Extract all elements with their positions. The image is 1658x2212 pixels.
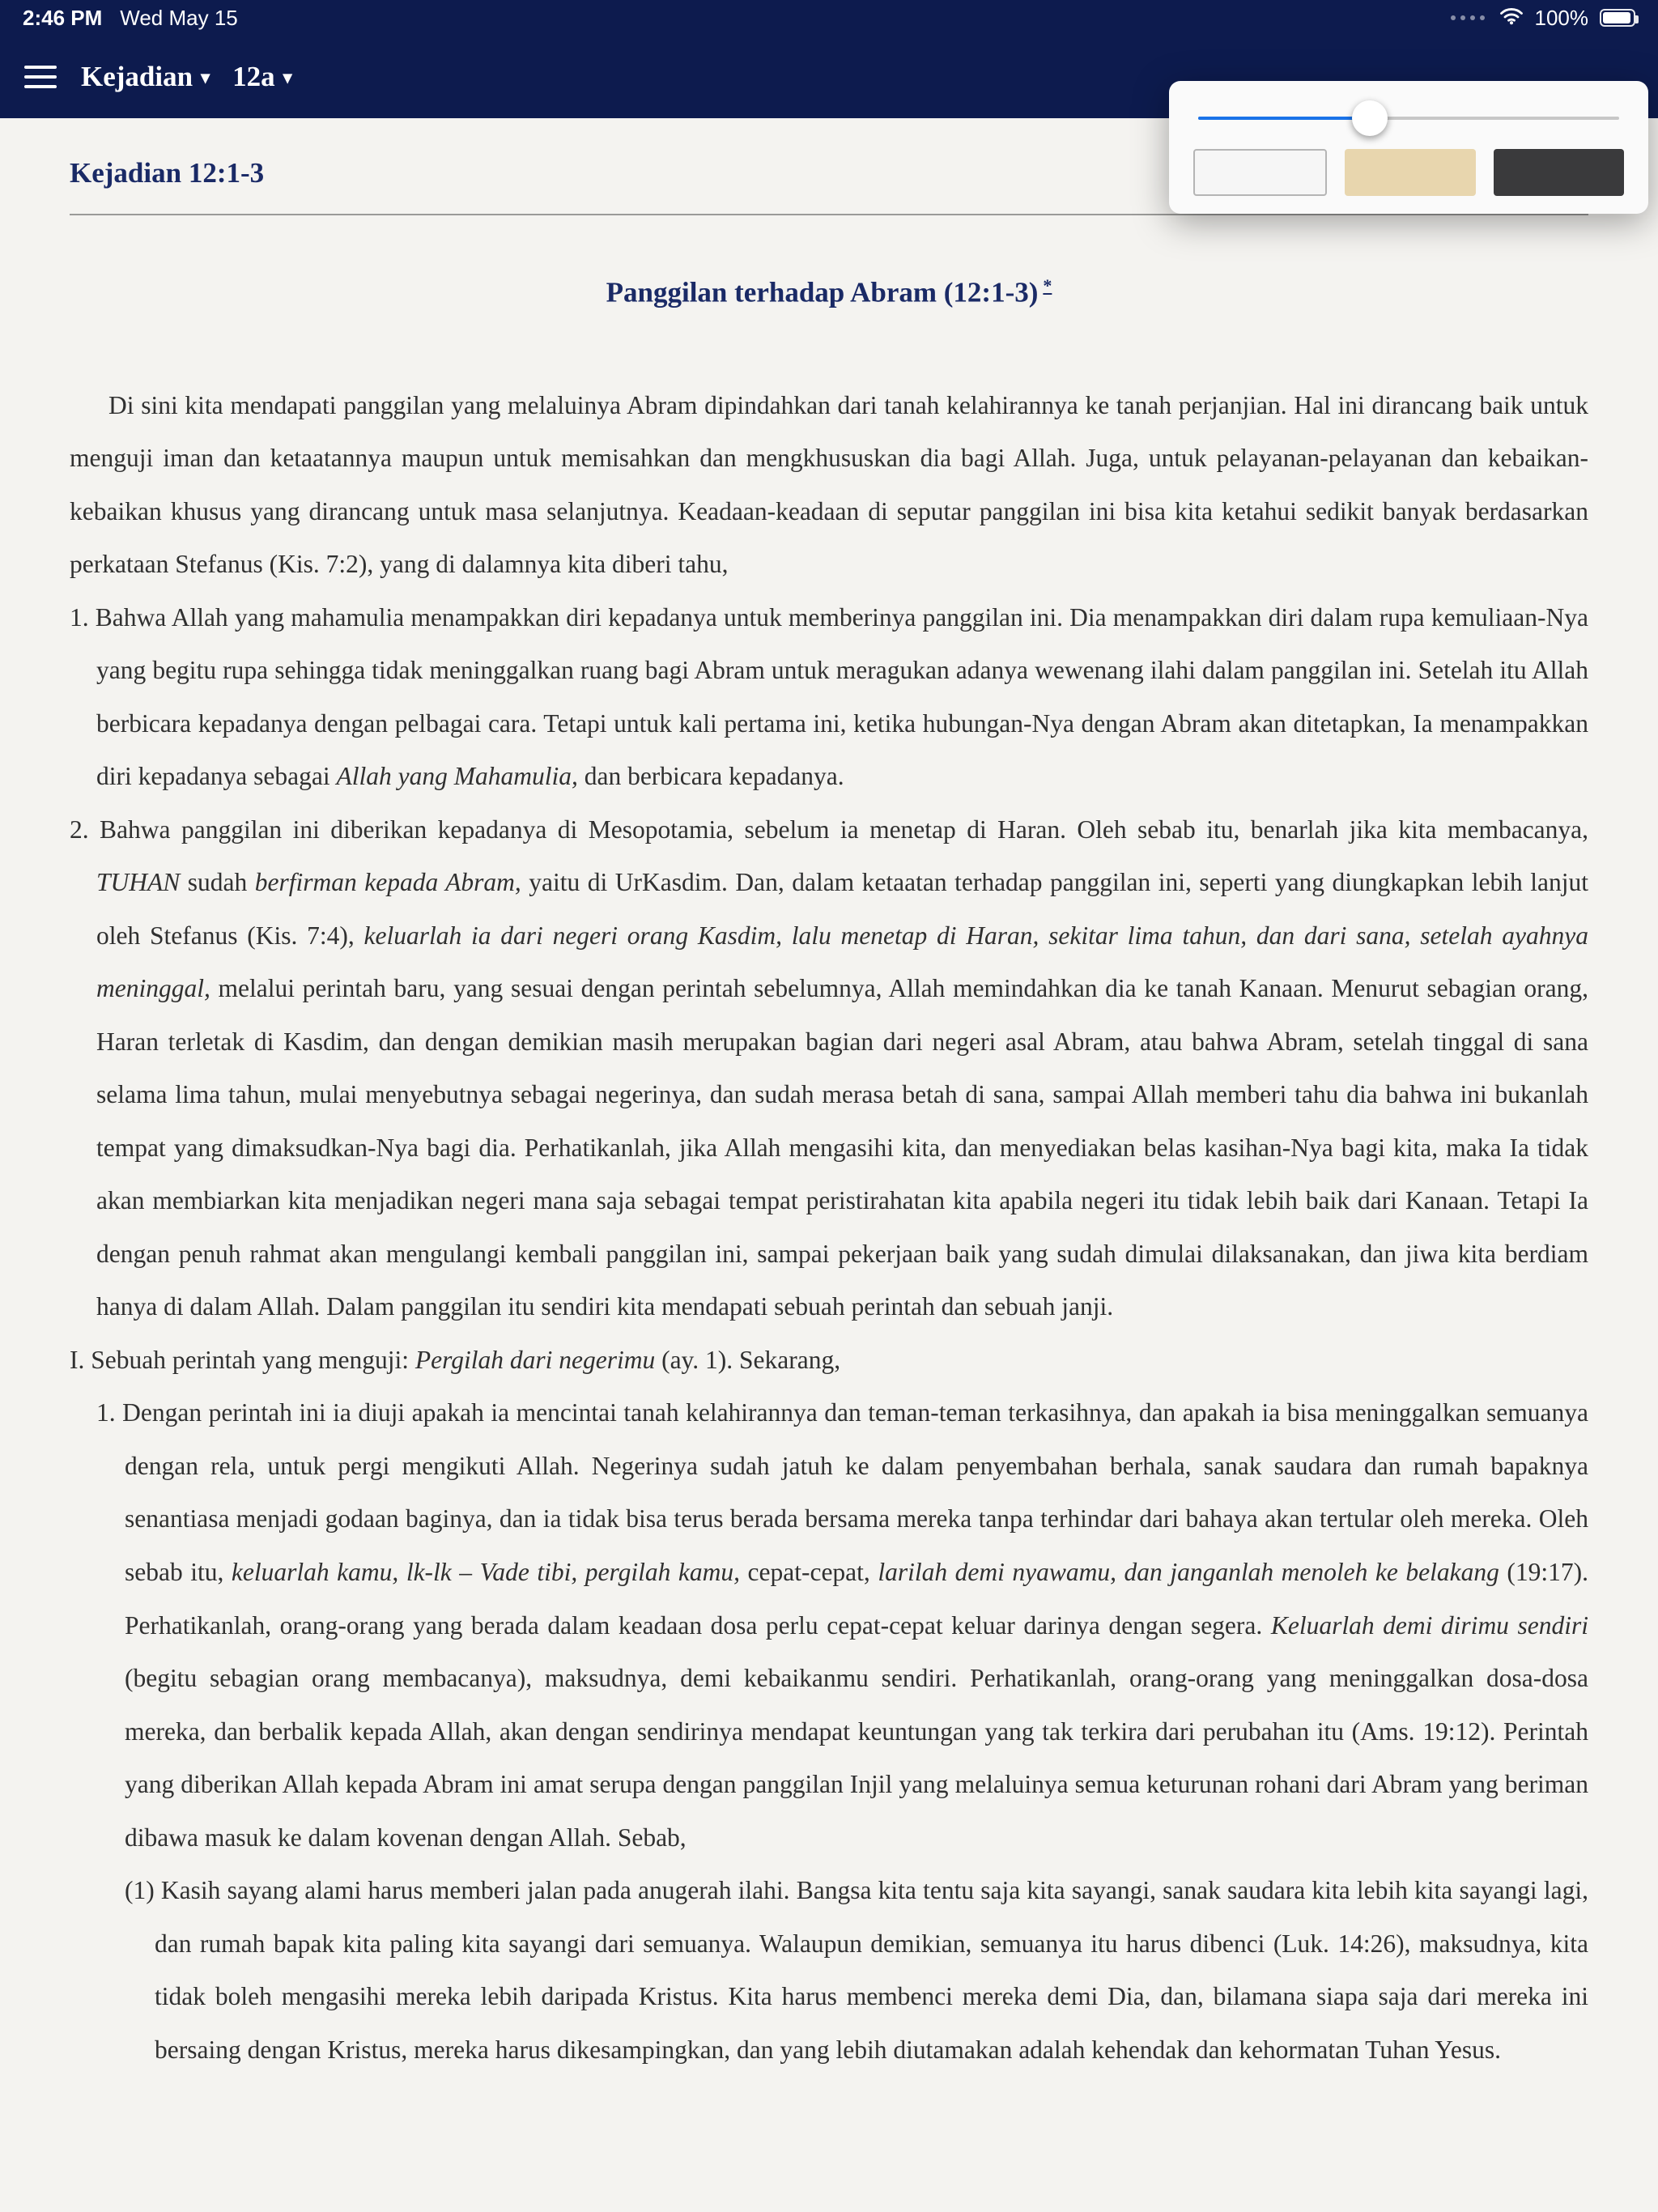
chevron-down-icon: ▾ <box>283 67 292 87</box>
slider-fill <box>1198 117 1375 120</box>
paragraph: 1. Dengan perintah ini ia diuji apakah ia mencintai tanah kelahirannya dan teman-teman terkasihnya, dan apakah ia bisa meninggalkan semuanya dengan rela, untuk pergi mengikuti Allah. Negerinya sudah jatuh ke dalam penyembahan berhala, sanak saudara dan rumah bapaknya senantiasa menjadi godaan baginya, dan ia tidak bisa terus berada bersama mereka tanpa terhindar dari bahaya akan tertular oleh mereka. Oleh sebab itu, keluarlah kamu, lk-lk – Vade tibi, pergilah kamu, cepat-cepat, larilah demi nyawamu, dan janganlah menoleh ke belakang (19:17). Perhatikanlah, orang-orang yang berada dalam keadaan dosa perlu cepat-cepat keluar darinya dengan segera. Keluarlah demi dirimu sendiri (begitu sebagian orang membacanya), maksudnya, demi kebaikanmu sendiri. Perhatikanlah, orang-orang yang meninggalkan dosa-dosa mereka, dan berbalik kepada Allah, akan dengan sendirinya mendapat keuntungan yang tak terkira dari perubahan itu (Ams. 19:12). Perintah yang diberikan Allah kepada Abram ini amat serupa dengan panggilan Injil yang melaluinya semua keturunan rohani dari Abram yang beriman dibawa masuk ke dalam kovenan dengan Allah. Sebab, <box>96 1398 1588 1852</box>
theme-swatches <box>1193 149 1624 196</box>
cellular-signal-icon <box>1451 15 1485 20</box>
article-heading-text: Panggilan terhadap Abram (12:1-3) <box>606 276 1039 308</box>
theme-dark-button[interactable] <box>1494 149 1624 196</box>
theme-sepia-button[interactable] <box>1345 149 1475 196</box>
status-time: 2:46 PM <box>23 5 103 30</box>
article-heading <box>70 275 1588 309</box>
theme-light-button[interactable] <box>1193 149 1327 196</box>
wifi-icon <box>1499 6 1524 31</box>
battery-percent: 100% <box>1534 5 1588 30</box>
display-settings-popover <box>1169 81 1648 214</box>
paragraph: 1. Bahwa Allah yang mahamulia menampakkan diri kepadanya untuk memberinya panggilan ini. Dia menampakkan diri dalam rupa kemuliaan-Nya yang begitu rupa sehingga tidak meninggalkan ruang bagi Abram untuk meragukan adanya wewenang ilahi dalam panggilan ini. Setelah itu Allah berbicara kepadanya dengan pelbagai cara. Tetapi untuk kali pertama ini, ketika hubungan-Nya dengan Abram akan ditetapkan, Ia menampakkan diri kepadanya sebagai Allah yang Mahamulia, dan berbicara kepadanya. <box>70 602 1588 791</box>
font-size-slider[interactable] <box>1193 100 1624 136</box>
slider-thumb[interactable] <box>1352 100 1388 136</box>
passage-title: Kejadian 12:1-3 <box>70 157 265 189</box>
book-selector-label: Kejadian <box>81 61 193 92</box>
content-area <box>0 118 1658 2076</box>
paragraph: (1) Kasih sayang alami harus memberi jalan pada anugerah ilahi. Bangsa kita tentu saja kita sayangi, sanak saudara kita lebih kita sayangi lagi, dan rumah bapak kita paling kita sayangi dari semuanya. Walaupun demikian, semuanya itu harus dibenci (Luk. 14:26), maksudnya, kita tidak boleh mengasihi mereka lebih daripada Kristus. Kita harus membenci mereka demi Dia, dan, bilamana siapa saja dari mereka ini bersaing dengan Kristus, mereka harus dikesampingkan, dan yang lebih diutamakan adalah kehendak dan kehormatan Tuhan Yesus. <box>125 1876 1588 2064</box>
menu-button[interactable] <box>24 59 57 95</box>
paragraph: I. Sebuah perintah yang menguji: Pergilah dari negerimu (ay. 1). Sekarang, <box>70 1345 841 1374</box>
status-bar <box>0 0 1658 36</box>
chapter-selector[interactable] <box>232 61 292 93</box>
nav-title <box>81 61 292 93</box>
footnote-link[interactable]: * <box>1043 275 1052 296</box>
battery-icon <box>1600 9 1635 27</box>
article-body <box>70 379 1588 2077</box>
paragraph: Di sini kita mendapati panggilan yang melaluinya Abram dipindahkan dari tanah kelahirannya ke tanah perjanjian. Hal ini dirancang baik untuk menguji iman dan ketaatannya maupun untuk memisahkan dan mengkhususkan dia bagi Allah. Juga, untuk pelayanan-pelayanan dan kebaikan-kebaikan khusus yang dirancang untuk masa selanjutnya. Keadaan-keadaan di seputar panggilan ini bisa kita ketahui sedikit banyak berdasarkan perkataan Stefanus (Kis. 7:2), yang di dalamnya kita diberi tahu, <box>70 390 1588 579</box>
divider <box>70 214 1588 215</box>
chapter-selector-label: 12a <box>232 61 275 92</box>
paragraph: 2. Bahwa panggilan ini diberikan kepadanya di Mesopotamia, sebelum ia menetap di Haran. Oleh sebab itu, benarlah jika kita membacanya, TUHAN sudah berfirman kepada Abram, yaitu di UrKasdim. Dan, dalam ketaatan terhadap panggilan ini, seperti yang diungkapkan lebih lanjut oleh Stefanus (Kis. 7:4), keluarlah ia dari negeri orang Kasdim, lalu menetap di Haran, sekitar lima tahun, dan dari sana, setelah ayahnya meninggal, melalui perintah baru, yang sesuai dengan perintah sebelumnya, Allah memindahkan dia ke tanah Kanaan. Menurut sebagian orang, Haran terletak di Kasdim, dan dengan demikian masih merupakan bagian dari negeri asal Abram, atau bahwa Abram, setelah tinggal di sana selama lima tahun, mulai menyebutnya sebagai negerinya, dan sudah merasa betah di sana, sampai Allah memberi tahu dia bahwa ini bukanlah tempat yang dimaksudkan-Nya bagi dia. Perhatikanlah, jika Allah mengasihi kita, dan menyediakan belas kasihan-Nya bagi kita, maka Ia tidak akan membiarkan kita menjadikan negeri mana saja sebagai tempat peristirahatan kita apabila negeri itu tidak lebih baik dari Kanaan. Tetapi Ia dengan penuh rahmat akan mengulangi kembali panggilan ini, sampai pekerjaan baik yang sudah dimulai dilaksanakan, dan jiwa kita berdiam hanya di dalam Allah. Dalam panggilan itu sendiri kita mendapati sebuah perintah dan sebuah janji. <box>70 815 1588 1321</box>
status-date: Wed May 15 <box>120 5 238 30</box>
book-selector[interactable] <box>81 61 210 93</box>
chevron-down-icon: ▾ <box>201 67 210 87</box>
